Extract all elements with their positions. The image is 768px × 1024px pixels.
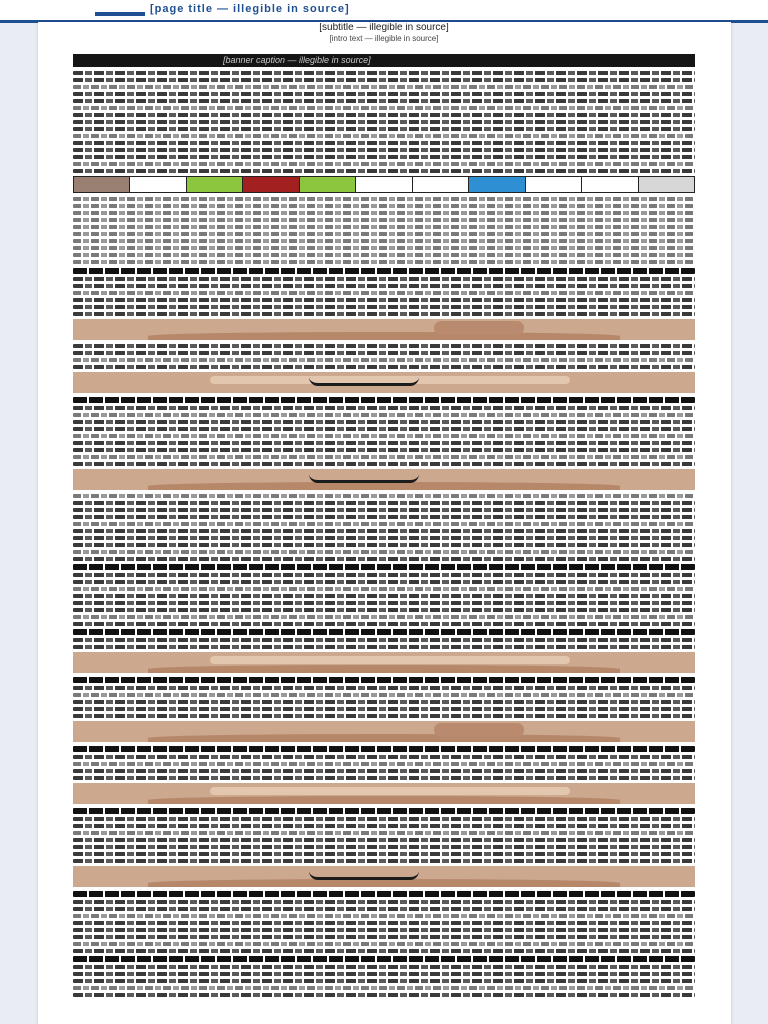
text-block [73, 746, 695, 780]
strip-thumbnail [413, 177, 469, 192]
article-page [38, 22, 731, 1024]
strip-thumbnail [300, 177, 356, 192]
text-block [73, 71, 695, 173]
article-photo [73, 866, 695, 887]
article-photo [73, 783, 695, 804]
article-photo [73, 721, 695, 742]
text-block [73, 197, 695, 264]
article-content [73, 22, 695, 1000]
article-subtitle: [subtitle — illegible in source] [319, 23, 449, 33]
article-photo [73, 372, 695, 393]
text-block [73, 268, 695, 316]
strip-thumbnail [469, 177, 525, 192]
article-photo [73, 319, 695, 340]
text-block [73, 494, 695, 649]
strip-thumbnail [356, 177, 412, 192]
article-intro: [intro text — illegible in source] [329, 35, 439, 43]
site-title: [page title — illegible in source] [150, 3, 350, 15]
strip-thumbnail [187, 177, 243, 192]
logo-mark [95, 12, 145, 16]
text-block [73, 677, 695, 718]
text-block [73, 397, 695, 466]
text-block [73, 891, 695, 997]
image-strip [73, 176, 695, 193]
header-banner-image [73, 54, 695, 67]
strip-thumbnail [639, 177, 694, 192]
strip-thumbnail [582, 177, 638, 192]
article-photo [73, 652, 695, 673]
strip-thumbnail [130, 177, 186, 192]
text-block [73, 808, 695, 863]
top-bar [0, 0, 768, 23]
strip-thumbnail [74, 177, 130, 192]
text-block [73, 344, 695, 369]
strip-thumbnail [243, 177, 299, 192]
strip-thumbnail [526, 177, 582, 192]
banner-caption: [banner caption — illegible in source] [223, 55, 371, 65]
article-photo [73, 469, 695, 490]
